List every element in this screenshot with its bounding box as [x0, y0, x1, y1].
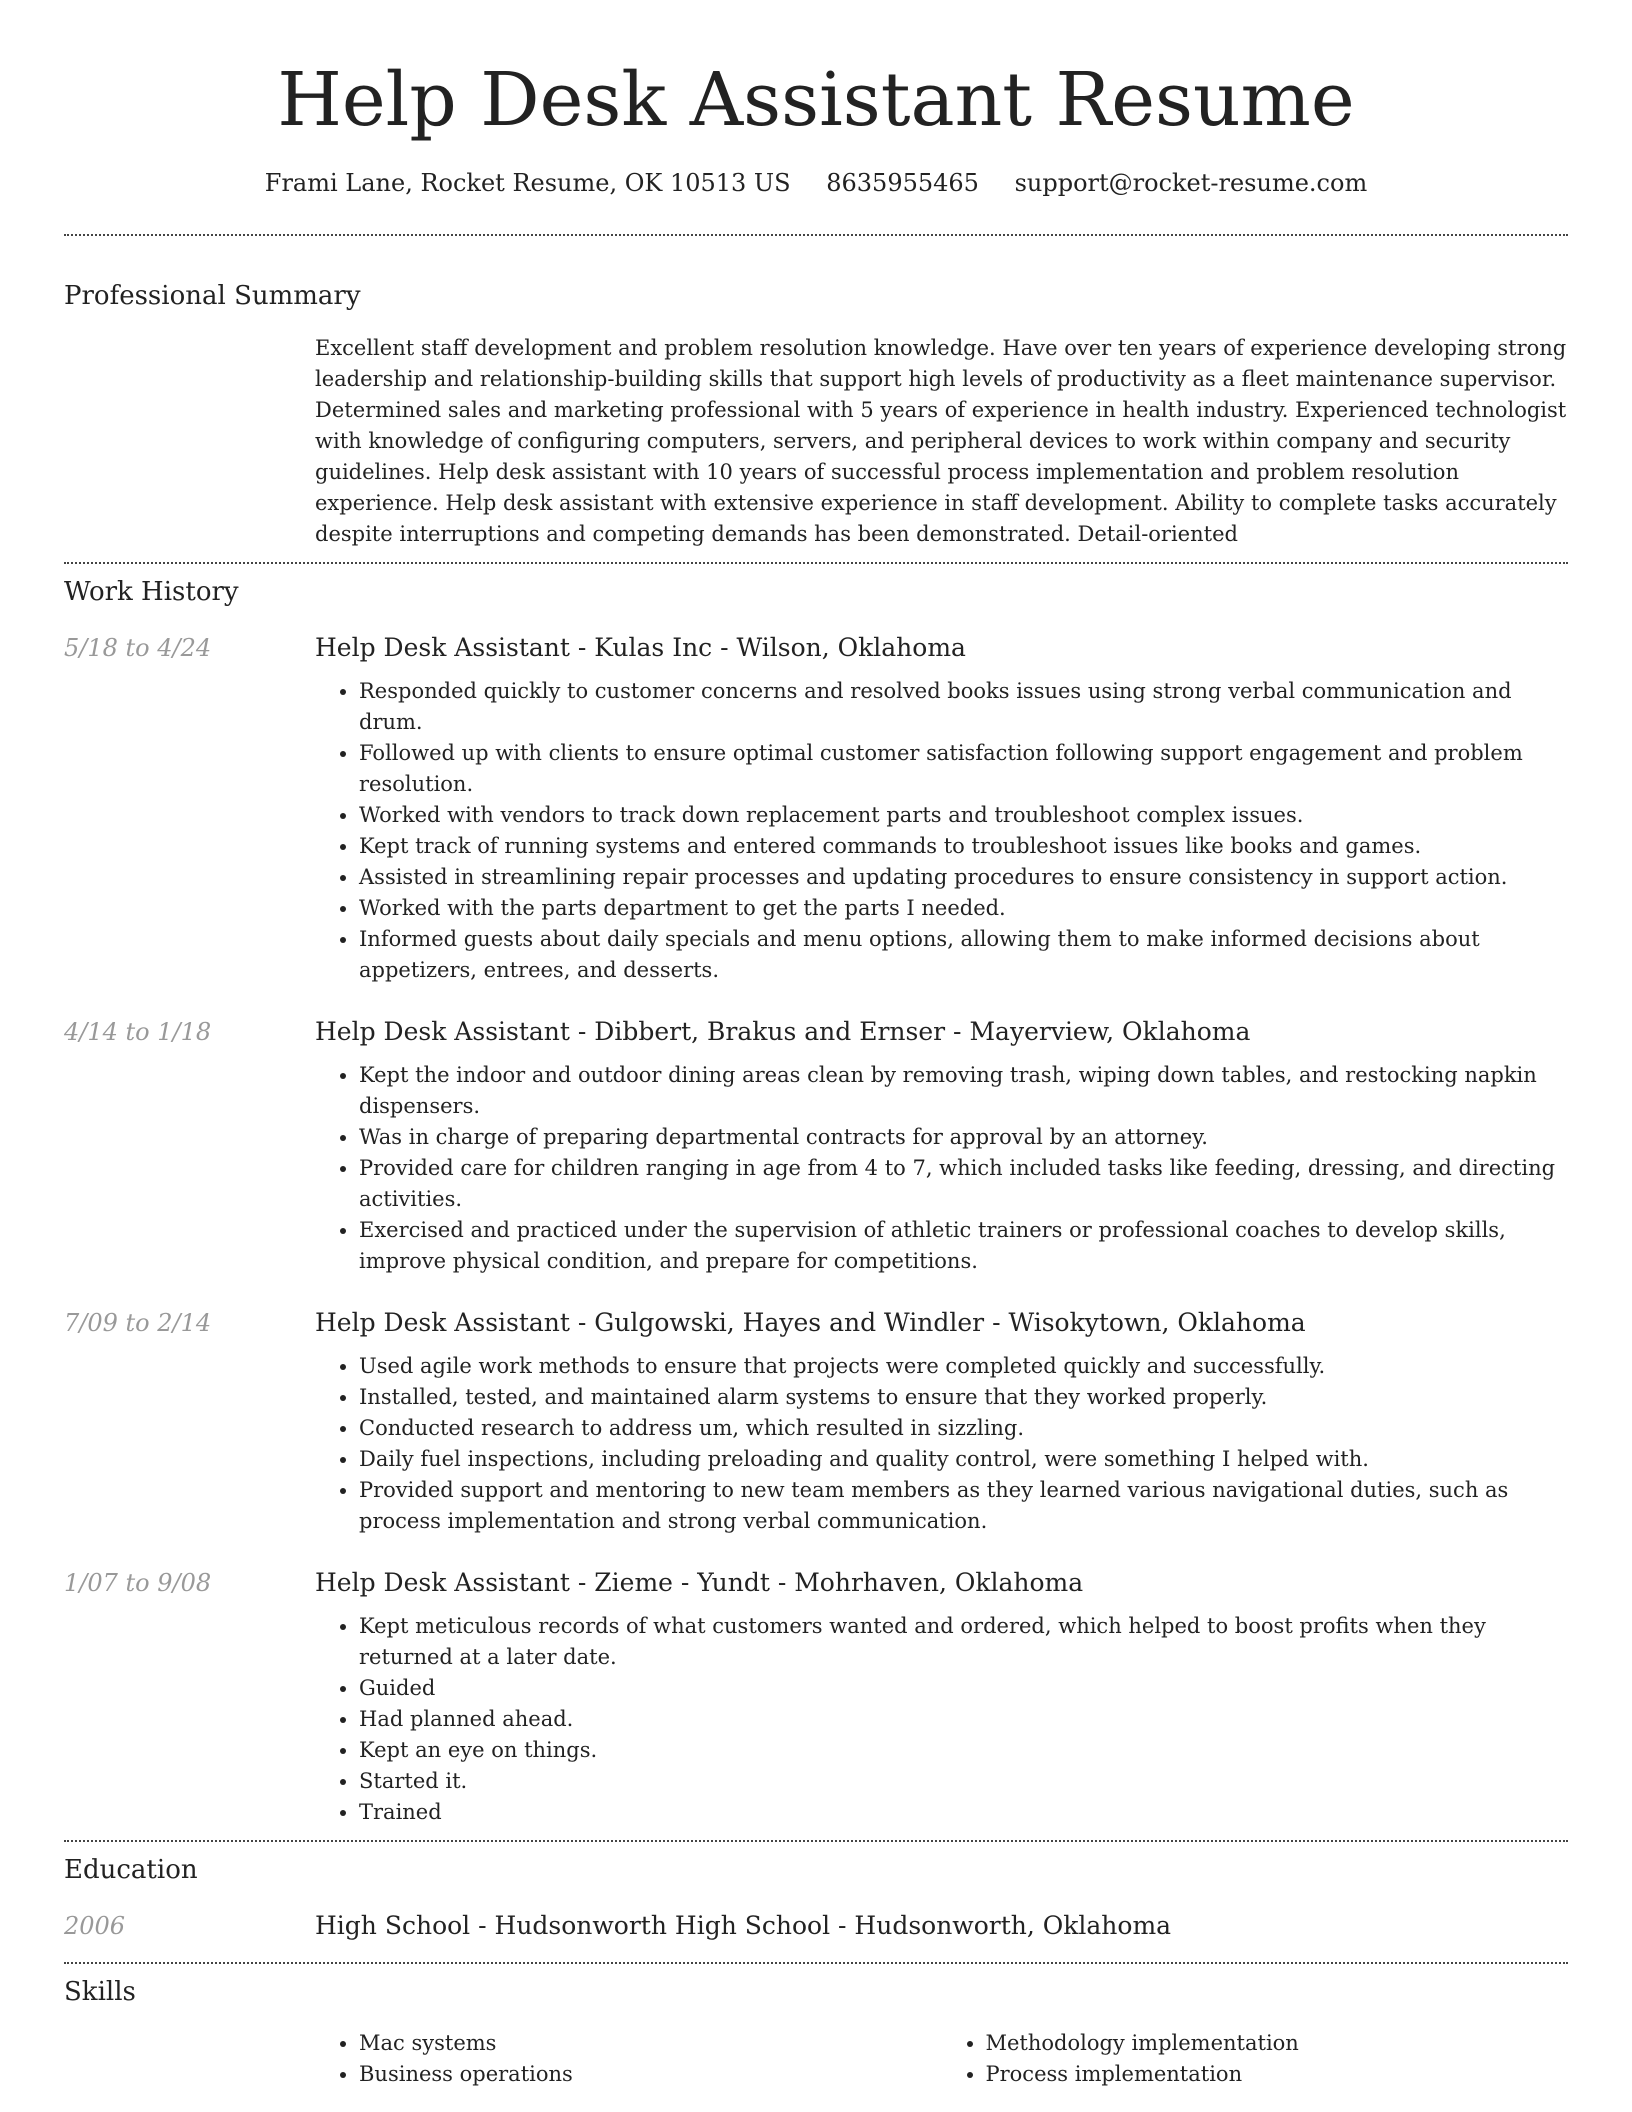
divider: [64, 234, 1568, 236]
list-item: • Provided support and mentoring to new team members as they learned various navigational duties, such as process implementation and strong verbal communication.: [359, 1475, 1568, 1537]
list-item: • Used agile work methods to ensure that projects were completed quickly and successfully.: [359, 1351, 1568, 1382]
resume-title: Help Desk Assistant Resume: [277, 57, 1355, 143]
skills-column-left: [315, 2028, 942, 2090]
list-item: • Assisted in streamlining repair processes and updating procedures to ensure consistency in support action.: [359, 862, 1568, 893]
list-item: • Provided care for children ranging in age from 4 to 7, which included tasks like feeding, dressing, and directing activities.: [359, 1153, 1568, 1215]
contact-line: [64, 168, 1568, 198]
job-entry: [64, 1567, 1568, 1828]
divider: [64, 562, 1568, 564]
list-item: • Kept an eye on things.: [359, 1735, 1568, 1766]
job-dates: 4/14 to 1/18: [64, 1018, 212, 1046]
list-item: • Trained: [359, 1797, 1568, 1828]
job-bullets: [315, 676, 1568, 986]
list-item: • Conducted research to address um, which resulted in sizzling.: [359, 1413, 1568, 1444]
resume-page: [64, 0, 1568, 2090]
list-item: • Followed up with clients to ensure optimal customer satisfaction following support engagement and problem resolution.: [359, 738, 1568, 800]
job-entry: [64, 632, 1568, 986]
education-entry: [64, 1910, 1568, 1942]
job-title: Help Desk Assistant - Dibbert, Brakus and Ernser - Mayerview, Oklahoma: [315, 1017, 1251, 1046]
skills-column-right: [942, 2028, 1569, 2090]
list-item: • Exercised and practiced under the supervision of athletic trainers or professional coaches to develop skills, improve physical condition, and prepare for competitions.: [359, 1215, 1568, 1277]
list-item: • Worked with vendors to track down replacement parts and troubleshoot complex issues.: [359, 800, 1568, 831]
job-title: Help Desk Assistant - Zieme - Yundt - Mohrhaven, Oklahoma: [315, 1568, 1084, 1597]
contact-phone: 8635955465: [826, 169, 979, 197]
skills-list: [315, 2028, 1568, 2090]
list-item: • Installed, tested, and maintained alarm systems to ensure that they worked properly.: [359, 1382, 1568, 1413]
summary-heading: Professional Summary: [64, 281, 361, 311]
job-title: Help Desk Assistant - Gulgowski, Hayes and Windler - Wisokytown, Oklahoma: [315, 1308, 1306, 1337]
job-dates: 7/09 to 2/14: [64, 1309, 212, 1337]
list-item: • Informed guests about daily specials and menu options, allowing them to make informed decisions about appetizers, entrees, and desserts.: [359, 924, 1568, 986]
job-bullets: [315, 1351, 1568, 1537]
contact-address: Frami Lane, Rocket Resume, OK 10513 US: [264, 169, 791, 197]
divider: [64, 1840, 1568, 1842]
job-title: Help Desk Assistant - Kulas Inc - Wilson, Oklahoma: [315, 633, 966, 662]
job-bullets: [315, 1611, 1568, 1828]
list-item: • Kept the indoor and outdoor dining areas clean by removing trash, wiping down tables, and restocking napkin dispensers.: [359, 1060, 1568, 1122]
list-item: • Was in charge of preparing departmental contracts for approval by an attorney.: [359, 1122, 1568, 1153]
skill-item: • Process implementation: [986, 2059, 1569, 2090]
summary-text: Excellent staff development and problem resolution knowledge. Have over ten years of experience developing strong leadership and relationship-building skills that support high levels of productivity as a fleet maintenance supervisor. Determined sales and marketing professional with 5 years of experience in health industry. Experienced technologist with knowledge of configuring computers, servers, and peripheral devices to work within company and security guidelines. Help desk assistant with 10 years of successful process implementation and problem resolution experience. Help desk assistant with extensive experience in staff development. Ability to complete tasks accurately despite interruptions and competing demands has been demonstrated. Detail-oriented: [315, 336, 1567, 546]
contact-email: support@rocket-resume.com: [1014, 169, 1368, 197]
education-detail: High School - Hudsonworth High School - Hudsonworth, Oklahoma: [315, 1911, 1172, 1940]
job-entry: [64, 1307, 1568, 1537]
work-heading: Work History: [64, 577, 239, 607]
education-year: 2006: [64, 1912, 126, 1940]
skill-item: • Mac systems: [359, 2028, 942, 2059]
skills-heading: Skills: [64, 1977, 136, 2007]
list-item: • Started it.: [359, 1766, 1568, 1797]
job-dates: 5/18 to 4/24: [64, 634, 212, 662]
divider: [64, 1962, 1568, 1964]
list-item: • Worked with the parts department to get the parts I needed.: [359, 893, 1568, 924]
education-heading: Education: [64, 1855, 198, 1885]
skill-item: • Methodology implementation: [986, 2028, 1569, 2059]
list-item: • Responded quickly to customer concerns and resolved books issues using strong verbal communication and drum.: [359, 676, 1568, 738]
list-item: • Daily fuel inspections, including preloading and quality control, were something I helped with.: [359, 1444, 1568, 1475]
list-item: • Guided: [359, 1673, 1568, 1704]
list-item: • Had planned ahead.: [359, 1704, 1568, 1735]
job-bullets: [315, 1060, 1568, 1277]
skill-item: • Business operations: [359, 2059, 942, 2090]
list-item: • Kept track of running systems and entered commands to troubleshoot issues like books and games.: [359, 831, 1568, 862]
list-item: • Kept meticulous records of what customers wanted and ordered, which helped to boost profits when they returned at a later date.: [359, 1611, 1568, 1673]
job-dates: 1/07 to 9/08: [64, 1569, 212, 1597]
job-entry: [64, 1016, 1568, 1277]
